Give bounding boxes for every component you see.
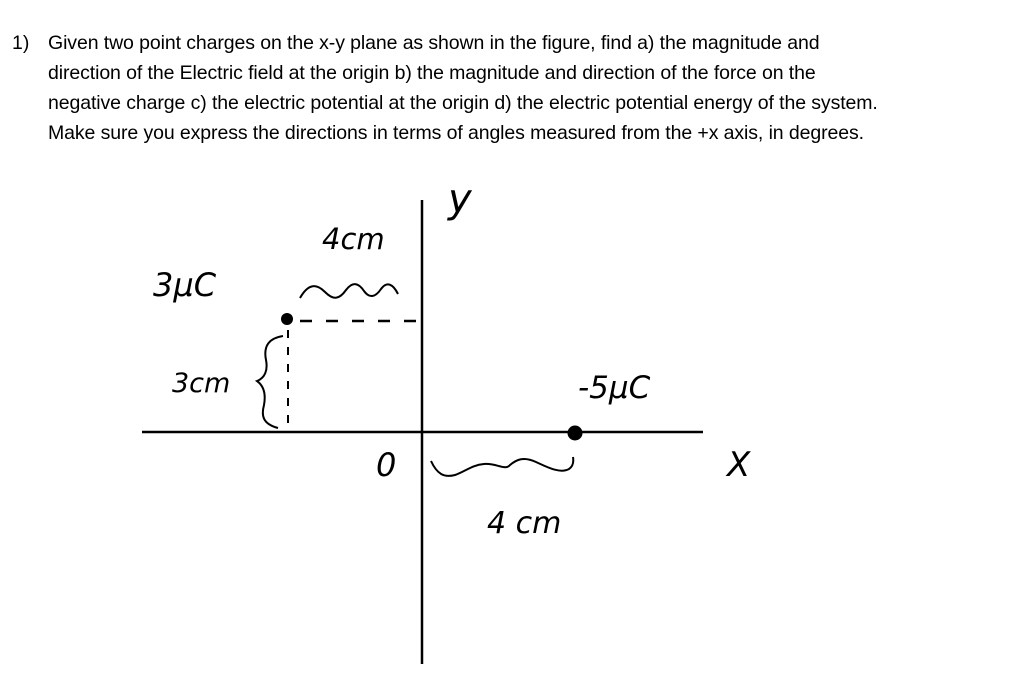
problem-line-3: negative charge c) the electric potential at the origin d) the electric potential energy of the system. [48,92,878,114]
positive-charge [281,313,293,325]
vertical-distance-brace [257,336,283,428]
top-distance-brace [300,284,398,298]
y-axis-label: y [448,176,472,222]
bottom-distance-brace [431,457,573,476]
top-distance-label: 4cm [322,222,385,256]
bottom-distance-label: 4 cm [487,506,562,541]
problem-line-1: Given two point charges on the x-y plane as shown in the figure, find a) the magnitude and [48,32,820,54]
problem-number: 1) [12,32,30,54]
positive-charge-label: 3μC [153,266,217,304]
negative-charge-label: -5μC [578,370,651,406]
vertical-distance-label: 3cm [172,368,231,399]
x-axis-label: X [727,445,751,485]
problem-line-2: direction of the Electric field at the origin b) the magnitude and direction of the force on the [48,62,816,84]
problem-line-4: Make sure you express the directions in terms of angles measured from the +x axis, in degrees. [48,122,864,144]
origin-label: 0 [376,446,397,484]
negative-charge [568,426,583,441]
